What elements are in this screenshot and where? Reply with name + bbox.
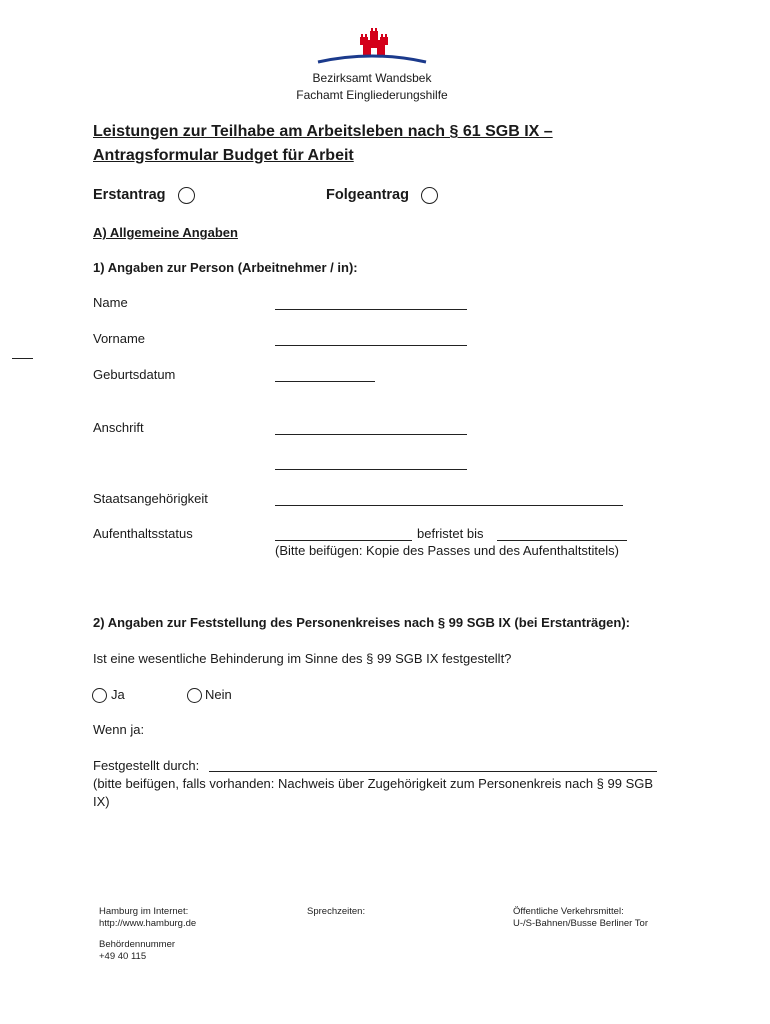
birthdate-field[interactable] (275, 381, 375, 382)
hamburg-coat-of-arms-logo (314, 26, 430, 68)
determined-by-field[interactable] (209, 771, 657, 772)
footer-phone-value: +49 40 115 (99, 951, 147, 962)
disability-question: Ist eine wesentliche Behinderung im Sinne des § 99 SGB IX festgestellt? (93, 651, 512, 666)
residence-status-label: Aufenthaltsstatus (93, 526, 193, 541)
residence-note: (Bitte beifügen: Kopie des Passes und des Aufenthaltstitels) (275, 543, 619, 558)
firstname-field[interactable] (275, 345, 467, 346)
office-name: Bezirksamt Wandsbek (312, 71, 432, 85)
limited-until-label: befristet bis (417, 526, 484, 541)
section-a-heading: A) Allgemeine Angaben (93, 225, 238, 240)
margin-mark (12, 358, 33, 359)
footer-hours-label: Sprechzeiten: (307, 906, 366, 917)
section1-heading: 1) Angaben zur Person (Arbeitnehmer / in): (93, 260, 358, 275)
first-application-label: Erstantrag (93, 187, 166, 203)
address-field-line1[interactable] (275, 434, 467, 435)
form-title-line1: Leistungen zur Teilhabe am Arbeitsleben nach § 61 SGB IX – (93, 123, 553, 140)
section2-heading: 2) Angaben zur Feststellung des Personenkreises nach § 99 SGB IX (bei Erstanträgen): (93, 615, 631, 630)
proof-note-line1: (bitte beifügen, falls vorhanden: Nachweis über Zugehörigkeit zum Personenkreis nach § 99 SGB (93, 776, 654, 791)
first-application-radio[interactable] (178, 187, 195, 204)
name-label: Name (93, 295, 128, 310)
if-yes-label: Wenn ja: (93, 722, 145, 737)
footer-phone-label: Behördennummer (99, 939, 176, 950)
no-radio[interactable] (187, 688, 202, 703)
address-field-line2[interactable] (275, 469, 467, 470)
address-label: Anschrift (93, 420, 144, 435)
name-field[interactable] (275, 309, 467, 310)
yes-radio[interactable] (92, 688, 107, 703)
department-name: Fachamt Eingliederungshilfe (296, 88, 448, 102)
yes-label: Ja (111, 687, 125, 702)
footer-internet-label: Hamburg im Internet: (99, 906, 189, 917)
residence-status-field[interactable] (275, 540, 412, 541)
follow-up-application-label: Folgeantrag (326, 187, 409, 203)
form-title-line2: Antragsformular Budget für Arbeit (93, 147, 354, 164)
proof-note-line2: IX) (93, 794, 110, 809)
limited-until-field[interactable] (497, 540, 627, 541)
determined-by-label: Festgestellt durch: (93, 758, 200, 773)
nationality-field[interactable] (275, 505, 623, 506)
nationality-label: Staatsangehörigkeit (93, 491, 208, 506)
firstname-label: Vorname (93, 331, 146, 346)
follow-up-application-radio[interactable] (421, 187, 438, 204)
footer-internet-link[interactable]: http://www.hamburg.de (99, 918, 197, 929)
no-label: Nein (205, 687, 232, 702)
footer-transport-label: Öffentliche Verkehrsmittel: (513, 906, 624, 917)
footer-transport-value: U-/S-Bahnen/Busse Berliner Tor (513, 918, 648, 929)
birthdate-label: Geburtsdatum (93, 367, 176, 382)
